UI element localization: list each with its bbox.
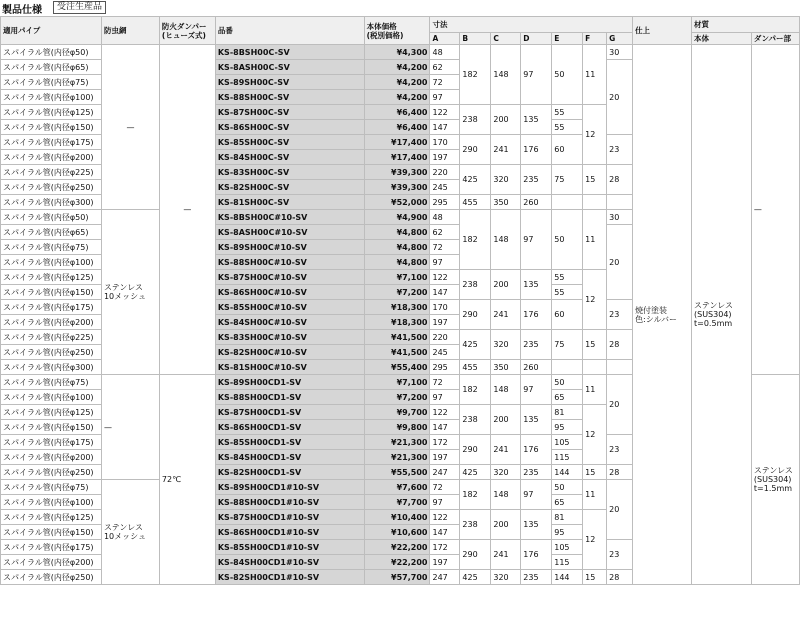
price-cell: ¥18,300: [364, 300, 430, 315]
dim-e-cell: 81: [552, 510, 583, 525]
finish: 焼付塗装 色:シルバー: [633, 45, 692, 585]
header-finish: 仕上: [633, 17, 692, 45]
screen-mesh: ステンレス 10メッシュ: [101, 480, 159, 585]
price-cell: ¥4,800: [364, 255, 430, 270]
dim-c-cell: 320: [491, 570, 521, 585]
dim-a-cell: 197: [430, 150, 460, 165]
price-cell: ¥10,600: [364, 525, 430, 540]
model-cell: KS-87SH00C#10-SV: [215, 270, 364, 285]
pipe-cell: スパイラル管(内径φ250): [1, 465, 102, 480]
price-cell: ¥55,400: [364, 360, 430, 375]
model-cell: KS-86SH00C-SV: [215, 120, 364, 135]
dim-a-cell: 122: [430, 105, 460, 120]
dim-a-cell: 97: [430, 255, 460, 270]
material-damper: ステンレス (SUS304) t=1.5mm: [751, 375, 799, 585]
dim-g-cell: 28: [607, 465, 633, 480]
header-price-l1: 本体価格: [366, 21, 397, 31]
dim-e-cell: [552, 360, 583, 375]
dim-c-cell: 320: [491, 465, 521, 480]
dim-d-cell: 260: [521, 360, 552, 375]
dim-a-cell: 197: [430, 450, 460, 465]
dim-c-cell: 320: [491, 330, 521, 360]
price-cell: ¥52,000: [364, 195, 430, 210]
header-dim-g: G: [607, 33, 633, 45]
model-cell: KS-87SH00CD1#10-SV: [215, 510, 364, 525]
dim-d-cell: 235: [521, 570, 552, 585]
spec-table: [0, 16, 800, 585]
dim-e-cell: 55: [552, 120, 583, 135]
dim-e-cell: 95: [552, 525, 583, 540]
dim-b-cell: 425: [460, 570, 491, 585]
dim-e-cell: 60: [552, 135, 583, 165]
model-cell: KS-89SH00C#10-SV: [215, 240, 364, 255]
dim-f-cell: 15: [583, 465, 607, 480]
screen-none: —: [101, 375, 159, 480]
price-cell: ¥57,700: [364, 570, 430, 585]
pipe-cell: スパイラル管(内径φ250): [1, 180, 102, 195]
model-cell: KS-85SH00C-SV: [215, 135, 364, 150]
dim-d-cell: 135: [521, 270, 552, 300]
page-title: 製品仕様: [2, 5, 42, 16]
model-cell: KS-82SH00C#10-SV: [215, 345, 364, 360]
price-cell: ¥17,400: [364, 150, 430, 165]
dim-c-cell: 148: [491, 45, 521, 105]
model-cell: KS-84SH00C-SV: [215, 150, 364, 165]
pipe-cell: スパイラル管(内径φ125): [1, 105, 102, 120]
dim-b-cell: 290: [460, 435, 491, 465]
screen-none: —: [101, 45, 159, 210]
dim-e-cell: 55: [552, 270, 583, 285]
price-cell: ¥6,400: [364, 105, 430, 120]
dim-a-cell: 295: [430, 195, 460, 210]
dim-b-cell: 455: [460, 195, 491, 210]
dim-c-cell: 350: [491, 360, 521, 375]
dim-g-cell: 20: [607, 480, 633, 540]
model-cell: KS-88SH00CD1-SV: [215, 390, 364, 405]
dim-f-cell: 11: [583, 375, 607, 405]
dim-b-cell: 290: [460, 135, 491, 165]
model-cell: KS-87SH00CD1-SV: [215, 405, 364, 420]
model-cell: KS-84SH00C#10-SV: [215, 315, 364, 330]
dim-a-cell: 72: [430, 375, 460, 390]
dim-a-cell: 97: [430, 390, 460, 405]
price-cell: ¥17,400: [364, 135, 430, 150]
dim-a-cell: 245: [430, 345, 460, 360]
dim-d-cell: 176: [521, 300, 552, 330]
pipe-cell: スパイラル管(内径φ50): [1, 45, 102, 60]
dim-d-cell: 97: [521, 480, 552, 510]
pipe-cell: スパイラル管(内径φ150): [1, 420, 102, 435]
dim-a-cell: 170: [430, 300, 460, 315]
header-dim-b: B: [460, 33, 491, 45]
dim-e-cell: 50: [552, 210, 583, 270]
model-cell: KS-81SH00C-SV: [215, 195, 364, 210]
screen-mesh: ステンレス 10メッシュ: [101, 210, 159, 375]
dim-g-cell: 28: [607, 165, 633, 195]
dim-g-cell: 30: [607, 210, 633, 225]
pipe-cell: スパイラル管(内径φ300): [1, 195, 102, 210]
dim-g-cell: 28: [607, 570, 633, 585]
dim-e-cell: 50: [552, 375, 583, 390]
price-cell: ¥6,400: [364, 120, 430, 135]
dim-e-cell: 115: [552, 555, 583, 570]
pipe-cell: スパイラル管(内径φ50): [1, 210, 102, 225]
pipe-cell: スパイラル管(内径φ175): [1, 300, 102, 315]
model-cell: KS-85SH00CD1-SV: [215, 435, 364, 450]
dim-b-cell: 455: [460, 360, 491, 375]
dim-a-cell: 147: [430, 285, 460, 300]
dim-d-cell: 176: [521, 540, 552, 570]
dim-b-cell: 182: [460, 45, 491, 105]
dim-a-cell: 147: [430, 420, 460, 435]
dim-g-cell: 23: [607, 300, 633, 330]
dim-f-cell: [583, 195, 607, 210]
pipe-cell: スパイラル管(内径φ75): [1, 240, 102, 255]
pipe-cell: スパイラル管(内径φ200): [1, 555, 102, 570]
dim-c-cell: 200: [491, 270, 521, 300]
pipe-cell: スパイラル管(内径φ150): [1, 120, 102, 135]
pipe-cell: スパイラル管(内径φ175): [1, 435, 102, 450]
pipe-cell: スパイラル管(内径φ75): [1, 75, 102, 90]
model-cell: KS-85SH00C#10-SV: [215, 300, 364, 315]
price-cell: ¥4,300: [364, 45, 430, 60]
dim-c-cell: 241: [491, 540, 521, 570]
dim-b-cell: 290: [460, 540, 491, 570]
dim-e-cell: 75: [552, 165, 583, 195]
dim-e-cell: 55: [552, 285, 583, 300]
pipe-cell: スパイラル管(内径φ200): [1, 450, 102, 465]
dim-g-cell: 28: [607, 330, 633, 360]
dim-e-cell: 81: [552, 405, 583, 420]
price-cell: ¥10,400: [364, 510, 430, 525]
dim-c-cell: 148: [491, 210, 521, 270]
pipe-cell: スパイラル管(内径φ225): [1, 165, 102, 180]
price-cell: ¥4,900: [364, 210, 430, 225]
dim-a-cell: 247: [430, 465, 460, 480]
dim-a-cell: 220: [430, 330, 460, 345]
dim-d-cell: 235: [521, 465, 552, 480]
dim-a-cell: 147: [430, 120, 460, 135]
dim-c-cell: 241: [491, 300, 521, 330]
table-row: [1, 45, 800, 60]
dim-c-cell: 241: [491, 435, 521, 465]
dim-g-cell: 20: [607, 225, 633, 300]
model-cell: KS-84SH00CD1-SV: [215, 450, 364, 465]
price-cell: ¥7,200: [364, 285, 430, 300]
model-cell: KS-8ASH00C-SV: [215, 60, 364, 75]
price-cell: ¥4,800: [364, 240, 430, 255]
dim-b-cell: 425: [460, 465, 491, 480]
model-cell: KS-88SH00CD1#10-SV: [215, 495, 364, 510]
dim-f-cell: 15: [583, 570, 607, 585]
dim-a-cell: 122: [430, 405, 460, 420]
dim-c-cell: 320: [491, 165, 521, 195]
dim-a-cell: 220: [430, 165, 460, 180]
pipe-cell: スパイラル管(内径φ200): [1, 150, 102, 165]
header-pipe: 適用パイプ: [1, 17, 102, 45]
model-cell: KS-89SH00C-SV: [215, 75, 364, 90]
dim-g-cell: 23: [607, 540, 633, 570]
dim-a-cell: 48: [430, 45, 460, 60]
dim-c-cell: 200: [491, 405, 521, 435]
model-cell: KS-84SH00CD1#10-SV: [215, 555, 364, 570]
header-material: 材質: [692, 17, 800, 33]
dim-c-cell: 241: [491, 135, 521, 165]
dim-e-cell: 50: [552, 480, 583, 495]
price-cell: ¥9,800: [364, 420, 430, 435]
dim-g-cell: 23: [607, 435, 633, 465]
dim-g-cell: 20: [607, 60, 633, 135]
model-cell: KS-88SH00C#10-SV: [215, 255, 364, 270]
made-to-order-badge: 受注生産品: [53, 1, 106, 14]
dim-d-cell: 97: [521, 375, 552, 405]
dim-b-cell: 290: [460, 300, 491, 330]
model-cell: KS-89SH00CD1-SV: [215, 375, 364, 390]
dim-e-cell: 55: [552, 105, 583, 120]
pipe-cell: スパイラル管(内径φ125): [1, 405, 102, 420]
dim-c-cell: 350: [491, 195, 521, 210]
dim-f-cell: 12: [583, 105, 607, 165]
pipe-cell: スパイラル管(内径φ75): [1, 375, 102, 390]
price-cell: ¥21,300: [364, 435, 430, 450]
pipe-cell: スパイラル管(内径φ225): [1, 330, 102, 345]
dim-b-cell: 238: [460, 105, 491, 135]
dim-e-cell: 75: [552, 330, 583, 360]
dim-e-cell: 50: [552, 45, 583, 105]
pipe-cell: スパイラル管(内径φ100): [1, 255, 102, 270]
model-cell: KS-81SH00C#10-SV: [215, 360, 364, 375]
price-cell: ¥7,100: [364, 270, 430, 285]
pipe-cell: スパイラル管(内径φ65): [1, 60, 102, 75]
dim-d-cell: 135: [521, 510, 552, 540]
price-cell: ¥39,300: [364, 180, 430, 195]
dim-f-cell: 15: [583, 330, 607, 360]
header-dim-e: E: [552, 33, 583, 45]
dim-a-cell: 172: [430, 540, 460, 555]
dim-f-cell: 15: [583, 165, 607, 195]
header-price: [364, 17, 430, 45]
price-cell: ¥7,700: [364, 495, 430, 510]
header-price-l2: (税別価格): [366, 30, 404, 40]
pipe-cell: スパイラル管(内径φ125): [1, 510, 102, 525]
dim-f-cell: 11: [583, 45, 607, 105]
spec-table-body: [1, 45, 800, 585]
price-cell: ¥4,800: [364, 225, 430, 240]
model-cell: KS-86SH00C#10-SV: [215, 285, 364, 300]
dim-g-cell: [607, 360, 633, 375]
model-cell: KS-82SH00C-SV: [215, 180, 364, 195]
header-damper-part: ダンパー部: [751, 33, 799, 45]
dim-a-cell: 247: [430, 570, 460, 585]
dim-c-cell: 148: [491, 480, 521, 510]
price-cell: ¥7,100: [364, 375, 430, 390]
dim-a-cell: 72: [430, 480, 460, 495]
price-cell: ¥4,200: [364, 60, 430, 75]
dim-c-cell: 148: [491, 375, 521, 405]
header-dim-c: C: [491, 33, 521, 45]
dim-f-cell: 12: [583, 270, 607, 330]
dim-a-cell: 170: [430, 135, 460, 150]
dim-b-cell: 425: [460, 330, 491, 360]
price-cell: ¥7,600: [364, 480, 430, 495]
dim-d-cell: 235: [521, 165, 552, 195]
price-cell: ¥41,500: [364, 330, 430, 345]
dim-b-cell: 182: [460, 210, 491, 270]
pipe-cell: スパイラル管(内径φ250): [1, 345, 102, 360]
pipe-cell: スパイラル管(内径φ100): [1, 90, 102, 105]
dim-b-cell: 238: [460, 510, 491, 540]
dim-d-cell: 176: [521, 435, 552, 465]
price-cell: ¥4,200: [364, 90, 430, 105]
header-body: 本体: [692, 33, 752, 45]
dim-f-cell: [583, 360, 607, 375]
dim-d-cell: 176: [521, 135, 552, 165]
dim-e-cell: 144: [552, 465, 583, 480]
dim-e-cell: 105: [552, 435, 583, 450]
dim-a-cell: 197: [430, 555, 460, 570]
dim-d-cell: 235: [521, 330, 552, 360]
header-dim-d: D: [521, 33, 552, 45]
dim-e-cell: 105: [552, 540, 583, 555]
dim-a-cell: 147: [430, 525, 460, 540]
dim-e-cell: 65: [552, 390, 583, 405]
dim-a-cell: 72: [430, 240, 460, 255]
dim-c-cell: 200: [491, 510, 521, 540]
header-dim-a: A: [430, 33, 460, 45]
dim-b-cell: 425: [460, 165, 491, 195]
pipe-cell: スパイラル管(内径φ150): [1, 285, 102, 300]
dim-g-cell: 23: [607, 135, 633, 165]
price-cell: ¥21,300: [364, 450, 430, 465]
dim-c-cell: 200: [491, 105, 521, 135]
dim-a-cell: 48: [430, 210, 460, 225]
model-cell: KS-89SH00CD1#10-SV: [215, 480, 364, 495]
price-cell: ¥55,500: [364, 465, 430, 480]
header-dim-f: F: [583, 33, 607, 45]
pipe-cell: スパイラル管(内径φ150): [1, 525, 102, 540]
damper-none: —: [159, 45, 215, 375]
price-cell: ¥39,300: [364, 165, 430, 180]
dim-g-cell: [607, 195, 633, 210]
header-damper-l1: 防火ダンパー: [161, 21, 207, 31]
header-dims: 寸法: [430, 17, 633, 33]
model-cell: KS-86SH00CD1-SV: [215, 420, 364, 435]
dim-e-cell: 115: [552, 450, 583, 465]
pipe-cell: スパイラル管(内径φ100): [1, 390, 102, 405]
model-cell: KS-87SH00C-SV: [215, 105, 364, 120]
model-cell: KS-8BSH00C-SV: [215, 45, 364, 60]
dim-a-cell: 62: [430, 60, 460, 75]
pipe-cell: スパイラル管(内径φ100): [1, 495, 102, 510]
model-cell: KS-82SH00CD1#10-SV: [215, 570, 364, 585]
dim-a-cell: 72: [430, 75, 460, 90]
dim-f-cell: 12: [583, 510, 607, 570]
material-body: ステンレス (SUS304) t=0.5mm: [692, 45, 752, 585]
dim-a-cell: 122: [430, 510, 460, 525]
dim-e-cell: 65: [552, 495, 583, 510]
title-bar: [0, 0, 800, 16]
pipe-cell: スパイラル管(内径φ65): [1, 225, 102, 240]
dim-g-cell: 30: [607, 45, 633, 60]
dim-a-cell: 97: [430, 495, 460, 510]
material-damper-none: —: [751, 45, 799, 375]
pipe-cell: スパイラル管(内径φ125): [1, 270, 102, 285]
dim-d-cell: 135: [521, 105, 552, 135]
dim-a-cell: 97: [430, 90, 460, 105]
dim-a-cell: 295: [430, 360, 460, 375]
header-screen: 防虫網: [101, 17, 159, 45]
dim-f-cell: 11: [583, 210, 607, 270]
dim-f-cell: 12: [583, 405, 607, 465]
pipe-cell: スパイラル管(内径φ250): [1, 570, 102, 585]
price-cell: ¥41,500: [364, 345, 430, 360]
header-damper-l2: (ヒューズ式): [161, 30, 206, 40]
model-cell: KS-83SH00C-SV: [215, 165, 364, 180]
dim-f-cell: 11: [583, 480, 607, 510]
header-model: 品番: [215, 17, 364, 45]
pipe-cell: スパイラル管(内径φ175): [1, 135, 102, 150]
price-cell: ¥22,200: [364, 540, 430, 555]
dim-a-cell: 62: [430, 225, 460, 240]
header-damper: [159, 17, 215, 45]
dim-d-cell: 97: [521, 210, 552, 270]
model-cell: KS-82SH00CD1-SV: [215, 465, 364, 480]
dim-e-cell: 60: [552, 300, 583, 330]
dim-b-cell: 238: [460, 405, 491, 435]
dim-g-cell: 20: [607, 375, 633, 435]
dim-a-cell: 245: [430, 180, 460, 195]
model-cell: KS-83SH00C#10-SV: [215, 330, 364, 345]
model-cell: KS-8BSH00C#10-SV: [215, 210, 364, 225]
model-cell: KS-86SH00CD1#10-SV: [215, 525, 364, 540]
dim-d-cell: 135: [521, 405, 552, 435]
model-cell: KS-85SH00CD1#10-SV: [215, 540, 364, 555]
pipe-cell: スパイラル管(内径φ75): [1, 480, 102, 495]
dim-a-cell: 197: [430, 315, 460, 330]
damper-temp: 72℃: [159, 375, 215, 585]
model-cell: KS-8ASH00C#10-SV: [215, 225, 364, 240]
price-cell: ¥7,200: [364, 390, 430, 405]
dim-e-cell: [552, 195, 583, 210]
pipe-cell: スパイラル管(内径φ200): [1, 315, 102, 330]
pipe-cell: スパイラル管(内径φ300): [1, 360, 102, 375]
price-cell: ¥4,200: [364, 75, 430, 90]
dim-b-cell: 182: [460, 375, 491, 405]
price-cell: ¥9,700: [364, 405, 430, 420]
dim-a-cell: 122: [430, 270, 460, 285]
dim-d-cell: 97: [521, 45, 552, 105]
dim-b-cell: 238: [460, 270, 491, 300]
dim-e-cell: 95: [552, 420, 583, 435]
price-cell: ¥18,300: [364, 315, 430, 330]
dim-b-cell: 182: [460, 480, 491, 510]
model-cell: KS-88SH00C-SV: [215, 90, 364, 105]
pipe-cell: スパイラル管(内径φ175): [1, 540, 102, 555]
dim-d-cell: 260: [521, 195, 552, 210]
price-cell: ¥22,200: [364, 555, 430, 570]
dim-a-cell: 172: [430, 435, 460, 450]
dim-e-cell: 144: [552, 570, 583, 585]
